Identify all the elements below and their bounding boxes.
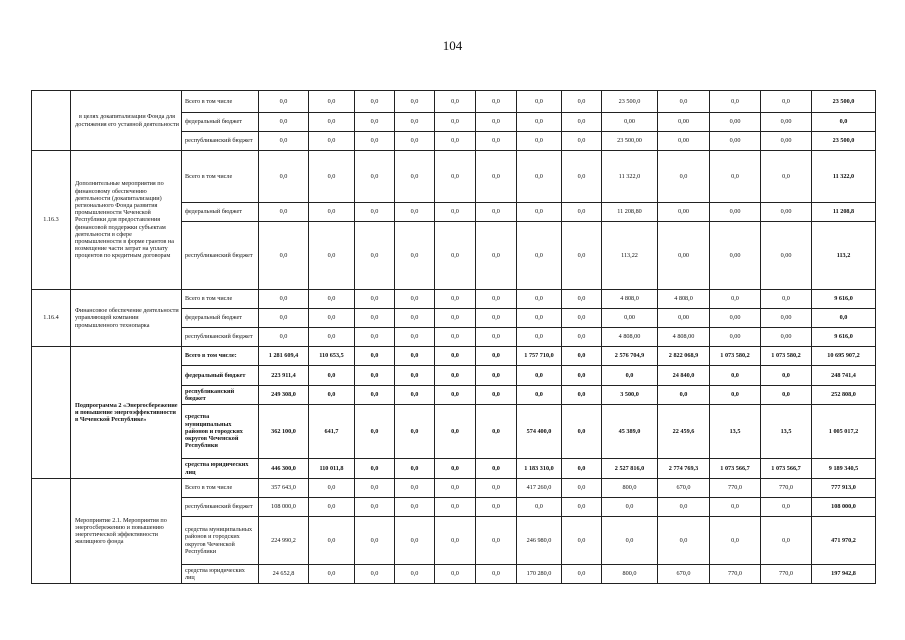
value-cell: 0,0 bbox=[476, 565, 517, 584]
value-cell: 357 643,0 bbox=[259, 479, 309, 498]
value-cell: 0,0 bbox=[355, 328, 395, 347]
value-cell: 0,0 bbox=[435, 91, 476, 113]
value-cell: 0,0 bbox=[710, 290, 761, 309]
table-row bbox=[32, 479, 876, 498]
value-cell: 0,0 bbox=[259, 309, 309, 328]
value-cell: 0,0 bbox=[658, 151, 710, 203]
value-cell: 0,00 bbox=[710, 328, 761, 347]
value-cell: 0,0 bbox=[355, 132, 395, 151]
total-cell: 108 000,0 bbox=[812, 498, 876, 517]
row-name: в целях докапитализации Фонда для достижения его уставной деятельности bbox=[71, 91, 182, 151]
value-cell: 0,0 bbox=[355, 347, 395, 366]
value-cell: 113,22 bbox=[602, 222, 658, 290]
value-cell: 0,0 bbox=[355, 366, 395, 386]
total-cell: 9 189 340,5 bbox=[812, 459, 876, 479]
value-cell: 0,00 bbox=[710, 113, 761, 132]
value-cell: 0,00 bbox=[658, 203, 710, 222]
value-cell: 0,0 bbox=[309, 91, 355, 113]
value-cell: 0,0 bbox=[562, 479, 602, 498]
value-cell: 0,0 bbox=[355, 309, 395, 328]
value-cell: 0,0 bbox=[710, 91, 761, 113]
value-cell: 0,0 bbox=[435, 366, 476, 386]
value-cell: 0,0 bbox=[517, 91, 562, 113]
value-cell: 0,0 bbox=[259, 222, 309, 290]
row-code: 1.16.3 bbox=[32, 151, 71, 290]
value-cell: 0,0 bbox=[309, 565, 355, 584]
value-cell: 0,0 bbox=[395, 498, 435, 517]
value-cell: 4 808,00 bbox=[658, 328, 710, 347]
total-cell: 252 808,0 bbox=[812, 386, 876, 405]
value-cell: 4 808,0 bbox=[602, 290, 658, 309]
value-cell: 0,0 bbox=[476, 290, 517, 309]
source-label: средства юридических лиц bbox=[182, 459, 259, 479]
value-cell: 0,0 bbox=[602, 366, 658, 386]
value-cell: 0,0 bbox=[395, 222, 435, 290]
source-label: Всего в том числе bbox=[182, 151, 259, 203]
value-cell: 0,0 bbox=[259, 113, 309, 132]
value-cell: 0,0 bbox=[355, 113, 395, 132]
value-cell: 0,0 bbox=[309, 151, 355, 203]
value-cell: 670,0 bbox=[658, 565, 710, 584]
value-cell: 110 653,5 bbox=[309, 347, 355, 366]
value-cell: 0,0 bbox=[435, 517, 476, 565]
value-cell: 2 576 704,9 bbox=[602, 347, 658, 366]
value-cell: 0,0 bbox=[309, 309, 355, 328]
value-cell: 0,0 bbox=[517, 203, 562, 222]
value-cell: 0,0 bbox=[395, 366, 435, 386]
value-cell: 1 073 566,7 bbox=[761, 459, 812, 479]
value-cell: 23 500,00 bbox=[602, 132, 658, 151]
source-label: республиканский бюджет bbox=[182, 132, 259, 151]
row-code bbox=[32, 479, 71, 584]
source-label: республиканский бюджет bbox=[182, 222, 259, 290]
value-cell: 0,0 bbox=[395, 309, 435, 328]
value-cell: 0,0 bbox=[517, 151, 562, 203]
value-cell: 0,0 bbox=[517, 386, 562, 405]
value-cell: 0,0 bbox=[517, 366, 562, 386]
row-name: Финансовое обеспечение деятельности управляющей компании промышленного технопарка bbox=[71, 290, 182, 347]
value-cell: 0,0 bbox=[710, 517, 761, 565]
value-cell: 0,0 bbox=[517, 222, 562, 290]
source-label: федеральный бюджет bbox=[182, 309, 259, 328]
value-cell: 0,0 bbox=[476, 203, 517, 222]
table-row bbox=[32, 290, 876, 309]
value-cell: 0,0 bbox=[355, 405, 395, 459]
value-cell: 45 389,0 bbox=[602, 405, 658, 459]
table-row bbox=[32, 151, 876, 203]
value-cell: 0,0 bbox=[435, 290, 476, 309]
total-cell: 11 208,8 bbox=[812, 203, 876, 222]
total-cell: 777 913,0 bbox=[812, 479, 876, 498]
value-cell: 0,0 bbox=[710, 366, 761, 386]
value-cell: 0,0 bbox=[395, 479, 435, 498]
source-label: Всего в том числе bbox=[182, 290, 259, 309]
value-cell: 1 073 566,7 bbox=[710, 459, 761, 479]
source-label: республиканский бюджет bbox=[182, 386, 259, 405]
value-cell: 0,0 bbox=[476, 479, 517, 498]
value-cell: 0,0 bbox=[435, 498, 476, 517]
value-cell: 0,0 bbox=[476, 132, 517, 151]
value-cell: 0,0 bbox=[355, 203, 395, 222]
table-row bbox=[32, 91, 876, 113]
value-cell: 0,00 bbox=[658, 222, 710, 290]
value-cell: 170 280,0 bbox=[517, 565, 562, 584]
value-cell: 0,0 bbox=[517, 498, 562, 517]
value-cell: 800,0 bbox=[602, 479, 658, 498]
value-cell: 0,0 bbox=[761, 290, 812, 309]
value-cell: 0,00 bbox=[710, 222, 761, 290]
value-cell: 0,0 bbox=[309, 498, 355, 517]
value-cell: 0,0 bbox=[309, 328, 355, 347]
value-cell: 0,0 bbox=[562, 91, 602, 113]
value-cell: 0,0 bbox=[476, 459, 517, 479]
value-cell: 0,0 bbox=[309, 386, 355, 405]
value-cell: 110 011,8 bbox=[309, 459, 355, 479]
total-cell: 9 616,0 bbox=[812, 290, 876, 309]
value-cell: 0,0 bbox=[562, 386, 602, 405]
total-cell: 248 741,4 bbox=[812, 366, 876, 386]
value-cell: 0,0 bbox=[435, 565, 476, 584]
value-cell: 0,0 bbox=[435, 151, 476, 203]
value-cell: 0,00 bbox=[658, 113, 710, 132]
row-name: Подпрограмма 2 «Энергосбережение и повышение энергоэффективности в Чеченской Республике» bbox=[71, 347, 182, 479]
value-cell: 0,00 bbox=[658, 309, 710, 328]
value-cell: 0,0 bbox=[562, 203, 602, 222]
row-code bbox=[32, 347, 71, 479]
value-cell: 0,0 bbox=[476, 151, 517, 203]
value-cell: 3 500,0 bbox=[602, 386, 658, 405]
value-cell: 0,0 bbox=[658, 91, 710, 113]
value-cell: 0,0 bbox=[355, 565, 395, 584]
value-cell: 0,0 bbox=[562, 222, 602, 290]
value-cell: 0,0 bbox=[309, 290, 355, 309]
value-cell: 0,0 bbox=[517, 290, 562, 309]
value-cell: 0,0 bbox=[476, 328, 517, 347]
value-cell: 11 322,0 bbox=[602, 151, 658, 203]
value-cell: 23 500,0 bbox=[602, 91, 658, 113]
value-cell: 0,0 bbox=[435, 309, 476, 328]
value-cell: 0,0 bbox=[435, 459, 476, 479]
value-cell: 13,5 bbox=[710, 405, 761, 459]
value-cell: 0,0 bbox=[259, 328, 309, 347]
value-cell: 0,0 bbox=[602, 498, 658, 517]
source-label: федеральный бюджет bbox=[182, 203, 259, 222]
value-cell: 770,0 bbox=[710, 565, 761, 584]
value-cell: 0,00 bbox=[761, 113, 812, 132]
value-cell: 0,0 bbox=[309, 517, 355, 565]
value-cell: 0,0 bbox=[259, 151, 309, 203]
value-cell: 0,0 bbox=[395, 405, 435, 459]
value-cell: 0,0 bbox=[476, 405, 517, 459]
value-cell: 0,0 bbox=[562, 132, 602, 151]
total-cell: 1 005 017,2 bbox=[812, 405, 876, 459]
source-label: федеральный бюджет bbox=[182, 366, 259, 386]
value-cell: 223 911,4 bbox=[259, 366, 309, 386]
value-cell: 0,0 bbox=[476, 91, 517, 113]
value-cell: 0,0 bbox=[355, 459, 395, 479]
value-cell: 0,0 bbox=[562, 565, 602, 584]
value-cell: 0,0 bbox=[517, 113, 562, 132]
total-cell: 11 322,0 bbox=[812, 151, 876, 203]
value-cell: 0,0 bbox=[395, 517, 435, 565]
value-cell: 0,00 bbox=[602, 113, 658, 132]
source-label: Всего в том числе bbox=[182, 479, 259, 498]
value-cell: 0,0 bbox=[517, 132, 562, 151]
source-label: средства муниципальных районов и городских округов Чеченской Республики bbox=[182, 405, 259, 459]
value-cell: 0,0 bbox=[355, 386, 395, 405]
total-cell: 10 695 907,2 bbox=[812, 347, 876, 366]
value-cell: 0,0 bbox=[710, 386, 761, 405]
value-cell: 0,0 bbox=[658, 517, 710, 565]
value-cell: 2 822 068,9 bbox=[658, 347, 710, 366]
value-cell: 0,0 bbox=[761, 498, 812, 517]
value-cell: 0,0 bbox=[435, 132, 476, 151]
value-cell: 0,0 bbox=[435, 347, 476, 366]
source-label: республиканский бюджет bbox=[182, 328, 259, 347]
total-cell: 471 970,2 bbox=[812, 517, 876, 565]
value-cell: 0,0 bbox=[710, 498, 761, 517]
total-cell: 0,0 bbox=[812, 113, 876, 132]
value-cell: 0,0 bbox=[562, 290, 602, 309]
value-cell: 0,0 bbox=[562, 405, 602, 459]
value-cell: 0,0 bbox=[395, 328, 435, 347]
value-cell: 0,0 bbox=[395, 203, 435, 222]
value-cell: 417 260,0 bbox=[517, 479, 562, 498]
value-cell: 362 100,0 bbox=[259, 405, 309, 459]
value-cell: 0,0 bbox=[476, 386, 517, 405]
value-cell: 574 400,0 bbox=[517, 405, 562, 459]
value-cell: 0,0 bbox=[395, 91, 435, 113]
value-cell: 4 808,0 bbox=[658, 290, 710, 309]
row-name: Дополнительные мероприятия по финансовому обеспечению деятельности (докапитализации) регионального Фонда развития промышленности Чеченской Республики для предоставления финансовой поддержки субъектам деятельности в сфере промышленности в форме грантов на возмещение части затрат на уплату процентов по кредитным договорам bbox=[71, 151, 182, 290]
value-cell: 0,0 bbox=[476, 222, 517, 290]
value-cell: 0,0 bbox=[395, 459, 435, 479]
value-cell: 0,0 bbox=[309, 203, 355, 222]
total-cell: 0,0 bbox=[812, 309, 876, 328]
value-cell: 0,0 bbox=[355, 498, 395, 517]
value-cell: 0,0 bbox=[309, 113, 355, 132]
value-cell: 0,0 bbox=[355, 151, 395, 203]
source-label: Всего в том числе bbox=[182, 91, 259, 113]
value-cell: 0,0 bbox=[395, 290, 435, 309]
value-cell: 0,0 bbox=[355, 479, 395, 498]
value-cell: 0,0 bbox=[395, 151, 435, 203]
value-cell: 0,0 bbox=[602, 517, 658, 565]
value-cell: 770,0 bbox=[710, 479, 761, 498]
value-cell: 1 757 710,0 bbox=[517, 347, 562, 366]
value-cell: 0,00 bbox=[761, 132, 812, 151]
value-cell: 0,00 bbox=[710, 132, 761, 151]
value-cell: 0,0 bbox=[355, 91, 395, 113]
value-cell: 11 208,80 bbox=[602, 203, 658, 222]
value-cell: 800,0 bbox=[602, 565, 658, 584]
value-cell: 0,0 bbox=[435, 328, 476, 347]
value-cell: 0,0 bbox=[309, 222, 355, 290]
total-cell: 23 500,0 bbox=[812, 132, 876, 151]
source-label: средства юридических лиц bbox=[182, 565, 259, 584]
value-cell: 0,00 bbox=[761, 222, 812, 290]
value-cell: 0,0 bbox=[476, 347, 517, 366]
value-cell: 0,0 bbox=[761, 151, 812, 203]
value-cell: 0,0 bbox=[435, 222, 476, 290]
value-cell: 770,0 bbox=[761, 565, 812, 584]
source-label: Всего в том числе: bbox=[182, 347, 259, 366]
value-cell: 0,0 bbox=[476, 366, 517, 386]
value-cell: 0,0 bbox=[435, 113, 476, 132]
value-cell: 0,0 bbox=[476, 113, 517, 132]
value-cell: 0,0 bbox=[259, 132, 309, 151]
page-number: 104 bbox=[442, 38, 463, 53]
value-cell: 446 300,0 bbox=[259, 459, 309, 479]
value-cell: 0,0 bbox=[710, 151, 761, 203]
value-cell: 0,0 bbox=[395, 347, 435, 366]
value-cell: 0,0 bbox=[355, 517, 395, 565]
value-cell: 0,0 bbox=[355, 290, 395, 309]
value-cell: 0,0 bbox=[309, 479, 355, 498]
value-cell: 246 980,0 bbox=[517, 517, 562, 565]
value-cell: 108 000,0 bbox=[259, 498, 309, 517]
value-cell: 0,0 bbox=[435, 479, 476, 498]
value-cell: 0,0 bbox=[562, 113, 602, 132]
budget-table bbox=[31, 90, 876, 584]
value-cell: 1 281 609,4 bbox=[259, 347, 309, 366]
table-row bbox=[32, 347, 876, 366]
value-cell: 2 774 769,3 bbox=[658, 459, 710, 479]
value-cell: 770,0 bbox=[761, 479, 812, 498]
value-cell: 22 459,6 bbox=[658, 405, 710, 459]
value-cell: 0,0 bbox=[562, 309, 602, 328]
value-cell: 0,0 bbox=[761, 366, 812, 386]
value-cell: 0,0 bbox=[658, 498, 710, 517]
value-cell: 0,00 bbox=[761, 203, 812, 222]
source-label: республиканский бюджет bbox=[182, 498, 259, 517]
source-label: средства муниципальных районов и городских округов Чеченской Республики bbox=[182, 517, 259, 565]
value-cell: 0,0 bbox=[435, 405, 476, 459]
value-cell: 0,00 bbox=[658, 132, 710, 151]
value-cell: 0,00 bbox=[761, 309, 812, 328]
value-cell: 0,00 bbox=[710, 309, 761, 328]
value-cell: 0,0 bbox=[395, 132, 435, 151]
value-cell: 0,0 bbox=[435, 386, 476, 405]
value-cell: 0,0 bbox=[562, 517, 602, 565]
value-cell: 0,0 bbox=[761, 91, 812, 113]
value-cell: 2 527 816,0 bbox=[602, 459, 658, 479]
value-cell: 670,0 bbox=[658, 479, 710, 498]
value-cell: 0,0 bbox=[562, 366, 602, 386]
value-cell: 1 073 580,2 bbox=[761, 347, 812, 366]
value-cell: 1 183 310,0 bbox=[517, 459, 562, 479]
total-cell: 23 500,0 bbox=[812, 91, 876, 113]
value-cell: 0,0 bbox=[476, 309, 517, 328]
value-cell: 24 840,0 bbox=[658, 366, 710, 386]
total-cell: 197 942,8 bbox=[812, 565, 876, 584]
value-cell: 0,0 bbox=[395, 386, 435, 405]
value-cell: 0,0 bbox=[259, 290, 309, 309]
value-cell: 0,0 bbox=[259, 91, 309, 113]
value-cell: 0,0 bbox=[562, 328, 602, 347]
value-cell: 0,0 bbox=[395, 565, 435, 584]
total-cell: 9 616,0 bbox=[812, 328, 876, 347]
value-cell: 24 652,8 bbox=[259, 565, 309, 584]
value-cell: 0,0 bbox=[658, 386, 710, 405]
value-cell: 0,0 bbox=[562, 459, 602, 479]
value-cell: 0,0 bbox=[761, 517, 812, 565]
value-cell: 0,0 bbox=[517, 328, 562, 347]
value-cell: 0,0 bbox=[435, 203, 476, 222]
value-cell: 0,00 bbox=[710, 203, 761, 222]
value-cell: 0,0 bbox=[395, 113, 435, 132]
source-label: федеральный бюджет bbox=[182, 113, 259, 132]
value-cell: 249 308,0 bbox=[259, 386, 309, 405]
value-cell: 0,0 bbox=[761, 386, 812, 405]
row-name: Мероприятие 2.1. Мероприятия по энергосбережению и повышению энергетической эффективности жилищного фонда bbox=[71, 479, 182, 584]
value-cell: 0,0 bbox=[476, 517, 517, 565]
value-cell: 0,00 bbox=[602, 309, 658, 328]
value-cell: 0,0 bbox=[562, 347, 602, 366]
value-cell: 0,0 bbox=[562, 151, 602, 203]
value-cell: 641,7 bbox=[309, 405, 355, 459]
value-cell: 0,0 bbox=[259, 203, 309, 222]
value-cell: 0,0 bbox=[309, 132, 355, 151]
value-cell: 224 990,2 bbox=[259, 517, 309, 565]
value-cell: 0,0 bbox=[309, 366, 355, 386]
total-cell: 113,2 bbox=[812, 222, 876, 290]
value-cell: 0,0 bbox=[355, 222, 395, 290]
value-cell: 0,0 bbox=[562, 498, 602, 517]
row-code bbox=[32, 91, 71, 151]
value-cell: 0,0 bbox=[476, 498, 517, 517]
row-code: 1.16.4 bbox=[32, 290, 71, 347]
value-cell: 0,00 bbox=[761, 328, 812, 347]
value-cell: 13,5 bbox=[761, 405, 812, 459]
value-cell: 4 808,00 bbox=[602, 328, 658, 347]
value-cell: 0,0 bbox=[517, 309, 562, 328]
value-cell: 1 073 580,2 bbox=[710, 347, 761, 366]
